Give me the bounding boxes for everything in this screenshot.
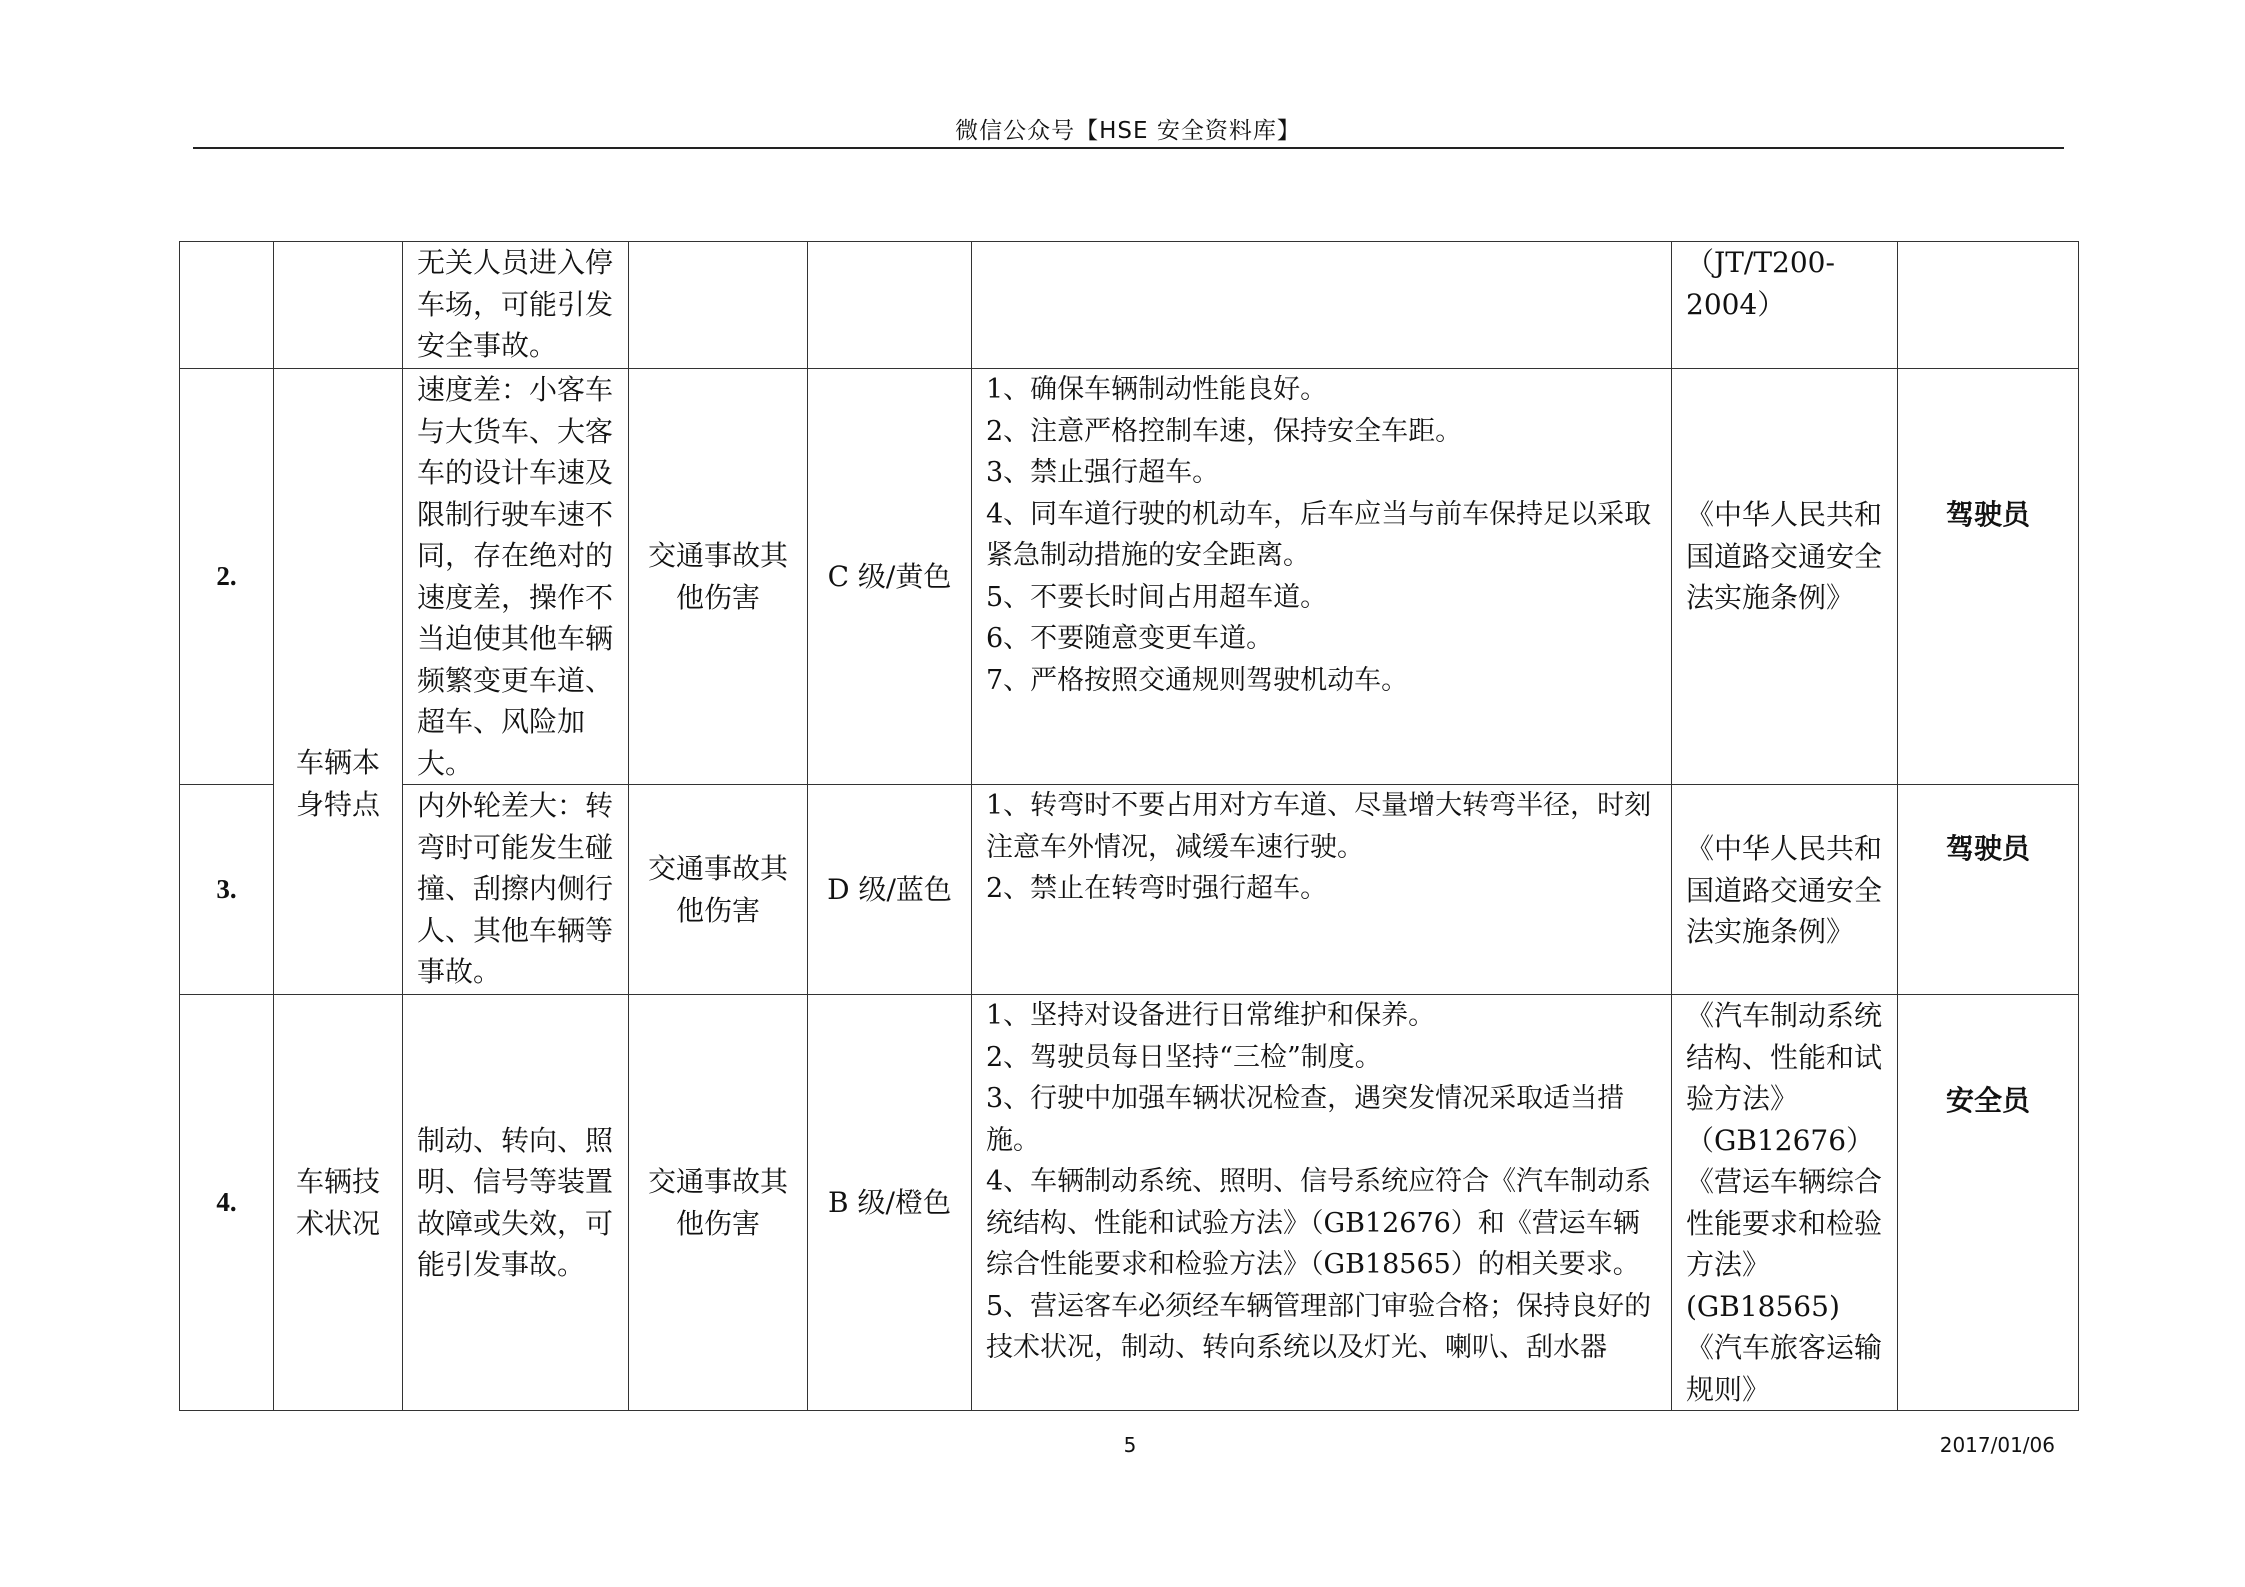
legal-basis-cell: 《中华人民共和国道路交通安全法实施条例》	[1672, 369, 1898, 785]
risk-description-cell: 制动、转向、照明、信号等装置故障或失效，可能引发事故。	[403, 995, 629, 1411]
measure-line: 5、营运客车必须经车辆管理部门审验合格；保持良好的技术状况，制动、转向系统以及灯光、喇叭、刮水器	[986, 1290, 1652, 1363]
risk-level-cell: B 级/橙色	[808, 995, 972, 1411]
accident-type-cell: 交通事故其他伤害	[629, 369, 808, 785]
legal-basis-cell: 《中华人民共和国道路交通安全法实施条例》	[1672, 785, 1898, 995]
control-measures-cell	[972, 369, 1672, 785]
measure-line: 2、驾驶员每日坚持“三检”制度。	[986, 1041, 1382, 1073]
risk-level-cell	[808, 242, 972, 369]
control-measures-cell	[972, 242, 1672, 369]
legal-basis-cell: 《汽车制动系统结构、性能和试验方法》（GB12676）《营运车辆综合性能要求和检验方法》(GB18565)《汽车旅客运输规则》	[1672, 995, 1898, 1411]
accident-type-cell	[629, 242, 808, 369]
measure-line: 1、坚持对设备进行日常维护和保养。	[986, 1000, 1436, 1031]
measure-line: 7、严格按照交通规则驾驶机动车。	[986, 664, 1409, 696]
responsible-person-cell: 驾驶员	[1898, 785, 2079, 995]
legal-basis-cell: （JT/T200-2004）	[1672, 242, 1898, 369]
control-measures-cell	[972, 995, 1672, 1411]
table-row	[180, 369, 2079, 785]
responsible-person-cell	[1898, 242, 2079, 369]
table-row	[180, 995, 2079, 1411]
measure-line: 4、同车道行驶的机动车，后车应当与前车保持足以采取紧急制动措施的安全距离。	[986, 498, 1652, 571]
risk-table	[179, 241, 2079, 1411]
risk-level-cell: C 级/黄色	[808, 369, 972, 785]
responsible-person-cell: 安全员	[1898, 995, 2079, 1411]
table-row	[180, 785, 2079, 995]
footer-date: 2017/01/06	[1939, 1433, 2055, 1457]
table-row	[180, 242, 2079, 369]
row-number-cell: 2.	[180, 369, 274, 785]
row-number-cell	[180, 242, 274, 369]
category-label: 车辆本身特点	[295, 746, 380, 821]
page-number: 5	[1123, 1433, 1137, 1457]
measure-line: 2、禁止在转弯时强行超车。	[986, 873, 1328, 904]
measure-line: 2、注意严格控制车速，保持安全车距。	[986, 415, 1463, 447]
responsible-person-cell: 驾驶员	[1898, 369, 2079, 785]
risk-description-cell: 无关人员进入停车场，可能引发安全事故。	[403, 242, 629, 369]
measure-line: 1、转弯时不要占用对方车道、尽量增大转弯半径，时刻注意车外情况，减缓车速行驶。	[986, 790, 1652, 863]
risk-description-cell: 速度差：小客车与大货车、大客车的设计车速及限制行驶车速不同，存在绝对的速度差，操作不当迫使其他车辆频繁变更车道、超车、风险加大。	[403, 369, 629, 785]
page-header-title: 微信公众号【HSE 安全资料库】	[955, 118, 1301, 144]
row-number-cell: 3.	[180, 785, 274, 995]
accident-type-cell: 交通事故其他伤害	[629, 785, 808, 995]
measure-line: 4、车辆制动系统、照明、信号系统应符合《汽车制动系统结构、性能和试验方法》（GB12676）和《营运车辆综合性能要求和检验方法》（GB18565）的相关要求。	[986, 1166, 1652, 1280]
risk-description-cell: 内外轮差大：转弯时可能发生碰撞、刮擦内侧行人、其他车辆等事故。	[403, 785, 629, 995]
risk-level-cell: D 级/蓝色	[808, 785, 972, 995]
control-measures-cell	[972, 785, 1672, 995]
measure-line: 1、确保车辆制动性能良好。	[986, 374, 1328, 405]
measure-line: 6、不要随意变更车道。	[986, 623, 1274, 654]
category-cell	[274, 242, 403, 369]
row-number-cell: 4.	[180, 995, 274, 1411]
accident-type-cell: 交通事故其他伤害	[629, 995, 808, 1411]
measure-line: 3、行驶中加强车辆状况检查，遇突发情况采取适当措施。	[986, 1083, 1625, 1156]
category-cell	[274, 369, 403, 995]
header-rule	[193, 147, 2064, 149]
measure-line: 5、不要长时间占用超车道。	[986, 581, 1328, 613]
category-cell: 车辆技术状况	[274, 995, 403, 1411]
measure-line: 3、禁止强行超车。	[986, 457, 1220, 488]
